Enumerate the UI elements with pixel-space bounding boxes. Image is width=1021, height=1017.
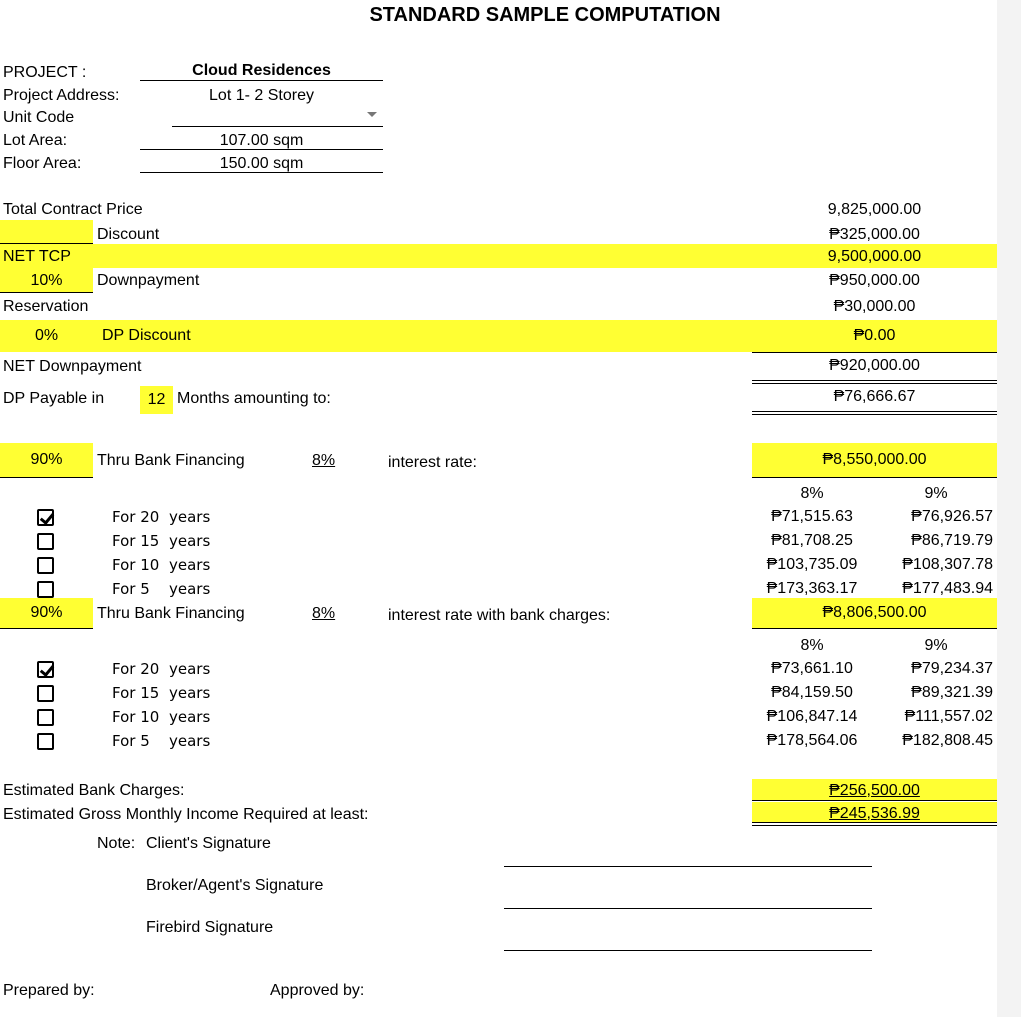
address-value[interactable]: Lot 1- 2 Storey bbox=[209, 87, 314, 104]
dp-percent-input[interactable]: 10% bbox=[0, 268, 93, 292]
bank-charges-underline bbox=[752, 800, 997, 801]
dp-discount-label: DP Discount bbox=[102, 327, 191, 344]
dp-percent-underline bbox=[0, 292, 93, 293]
net-tcp-label: NET TCP bbox=[3, 248, 71, 265]
client-signature-label: Client's Signature bbox=[146, 835, 271, 852]
dp-value: ₱950,000.00 bbox=[829, 272, 920, 289]
term-amount-col2: ₱76,926.57 bbox=[911, 508, 993, 525]
bank2-amount: ₱8,806,500.00 bbox=[752, 598, 997, 628]
term-for: For bbox=[112, 532, 136, 550]
dp-months-input[interactable]: 12 bbox=[140, 386, 173, 414]
bank1-label: Thru Bank Financing bbox=[97, 452, 245, 469]
bank1-col2-header: 9% bbox=[924, 485, 948, 502]
discount-label: Discount bbox=[97, 226, 160, 243]
dp-discount-underline bbox=[752, 352, 997, 353]
unit-code-dropdown[interactable] bbox=[172, 106, 383, 126]
term-amount-col2: ₱86,719.79 bbox=[911, 532, 993, 549]
prepared-by-label: Prepared by: bbox=[3, 982, 95, 999]
floor-area-label: Floor Area: bbox=[3, 155, 82, 172]
lot-area-label: Lot Area: bbox=[3, 132, 68, 149]
chevron-down-icon bbox=[367, 112, 377, 117]
tcp-value: 9,825,000.00 bbox=[827, 201, 922, 218]
term-checkbox[interactable] bbox=[37, 509, 54, 526]
term-for: For bbox=[112, 556, 136, 574]
months-label: Months amounting to: bbox=[177, 390, 331, 407]
dp-payable-label: DP Payable in bbox=[3, 390, 105, 407]
term-amount-col1: ₱71,515.63 bbox=[771, 508, 853, 525]
term-label bbox=[112, 556, 210, 574]
bank1-rate-label: interest rate: bbox=[388, 454, 477, 471]
term-for: For bbox=[112, 580, 136, 598]
floor-area-value[interactable]: 150.00 sqm bbox=[219, 155, 304, 172]
floor-area-underline bbox=[140, 172, 383, 173]
term-unit: years bbox=[169, 732, 211, 750]
term-checkbox[interactable] bbox=[37, 557, 54, 574]
broker-signature-line[interactable] bbox=[504, 908, 872, 909]
monthly-double-underline bbox=[752, 411, 997, 415]
term-checkbox[interactable] bbox=[37, 661, 54, 678]
term-amount-col2: ₱89,321.39 bbox=[911, 684, 993, 701]
bank2-rate-label: interest rate with bank charges: bbox=[388, 607, 611, 624]
term-label bbox=[112, 580, 210, 598]
net-dp-label: NET Downpayment bbox=[3, 358, 142, 375]
bank2-rate[interactable]: 8% bbox=[312, 605, 336, 622]
term-unit: years bbox=[169, 508, 211, 526]
sheet-margin bbox=[997, 0, 1021, 1017]
reservation-label: Reservation bbox=[3, 298, 89, 315]
firebird-signature-label: Firebird Signature bbox=[146, 919, 274, 936]
approved-by-label: Approved by: bbox=[270, 982, 365, 999]
term-amount-col1: ₱84,159.50 bbox=[771, 684, 853, 701]
term-amount-col1: ₱173,363.17 bbox=[766, 580, 858, 597]
term-label bbox=[112, 508, 210, 526]
term-amount-col1: ₱106,847.14 bbox=[766, 708, 858, 725]
term-years-count: 20 bbox=[140, 508, 160, 526]
term-unit: years bbox=[169, 684, 211, 702]
discount-input-cell[interactable] bbox=[0, 220, 93, 243]
term-years-count: 20 bbox=[140, 660, 160, 678]
net-dp-value: ₱920,000.00 bbox=[829, 357, 920, 374]
income-double-underline bbox=[752, 822, 997, 826]
income-label: Estimated Gross Monthly Income Required at least: bbox=[3, 806, 369, 823]
term-label bbox=[112, 684, 210, 702]
bank2-label: Thru Bank Financing bbox=[97, 605, 245, 622]
term-label bbox=[112, 732, 210, 750]
term-amount-col2: ₱79,234.37 bbox=[911, 660, 993, 677]
term-years-count: 10 bbox=[140, 708, 160, 726]
bank1-col1-header: 8% bbox=[800, 485, 824, 502]
term-years-count: 5 bbox=[140, 580, 150, 598]
broker-signature-label: Broker/Agent's Signature bbox=[146, 877, 324, 894]
term-amount-col2: ₱108,307.78 bbox=[902, 556, 993, 573]
term-amount-col2: ₱177,483.94 bbox=[902, 580, 993, 597]
bank2-percent-input[interactable]: 90% bbox=[0, 598, 93, 628]
term-unit: years bbox=[169, 708, 211, 726]
tcp-label: Total Contract Price bbox=[3, 201, 143, 218]
bank2-percent-underline bbox=[0, 628, 93, 629]
dp-discount-percent-input[interactable]: 0% bbox=[34, 327, 59, 344]
term-label bbox=[112, 532, 210, 550]
term-years-count: 15 bbox=[140, 684, 160, 702]
term-amount-col1: ₱81,708.25 bbox=[771, 532, 853, 549]
term-years-count: 15 bbox=[140, 532, 160, 550]
bank-charges-label: Estimated Bank Charges: bbox=[3, 782, 185, 799]
reservation-value: ₱30,000.00 bbox=[833, 298, 916, 315]
term-amount-col2: ₱111,557.02 bbox=[904, 708, 993, 725]
net-dp-double-underline bbox=[752, 380, 997, 384]
firebird-signature-line[interactable] bbox=[504, 950, 872, 951]
term-checkbox[interactable] bbox=[37, 581, 54, 598]
client-signature-line[interactable] bbox=[504, 866, 872, 867]
bank1-amount: ₱8,550,000.00 bbox=[752, 443, 997, 477]
project-label: PROJECT : bbox=[3, 64, 87, 81]
term-for: For bbox=[112, 684, 136, 702]
lot-area-value[interactable]: 107.00 sqm bbox=[219, 132, 304, 149]
bank2-col1-header: 8% bbox=[800, 637, 824, 654]
term-unit: years bbox=[169, 556, 211, 574]
monthly-value: ₱76,666.67 bbox=[833, 388, 916, 405]
income-value: ₱245,536.99 bbox=[752, 802, 997, 823]
dp-label: Downpayment bbox=[97, 272, 200, 289]
lot-area-underline bbox=[140, 149, 383, 150]
term-amount-col1: ₱73,661.10 bbox=[771, 660, 853, 677]
term-amount-col2: ₱182,808.45 bbox=[902, 732, 993, 749]
term-amount-col1: ₱178,564.06 bbox=[766, 732, 858, 749]
term-for: For bbox=[112, 732, 136, 750]
term-unit: years bbox=[169, 532, 211, 550]
term-years-count: 5 bbox=[140, 732, 150, 750]
page-title: STANDARD SAMPLE COMPUTATION bbox=[369, 4, 721, 26]
unit-code-underline bbox=[172, 126, 383, 127]
dp-discount-value: ₱0.00 bbox=[853, 327, 896, 344]
project-underline bbox=[140, 80, 383, 81]
bank1-amount-underline bbox=[752, 477, 997, 478]
term-unit: years bbox=[169, 660, 211, 678]
term-for: For bbox=[112, 708, 136, 726]
project-value[interactable]: Cloud Residences bbox=[192, 62, 331, 79]
term-years-count: 10 bbox=[140, 556, 160, 574]
note-label: Note: bbox=[97, 835, 136, 852]
term-unit: years bbox=[169, 580, 211, 598]
term-label bbox=[112, 660, 210, 678]
bank1-percent-underline bbox=[0, 477, 93, 478]
bank-charges-value: ₱256,500.00 bbox=[752, 779, 997, 800]
discount-value: ₱325,000.00 bbox=[829, 226, 920, 243]
term-checkbox[interactable] bbox=[37, 733, 54, 750]
term-label bbox=[112, 708, 210, 726]
address-label: Project Address: bbox=[3, 87, 120, 104]
unit-code-label: Unit Code bbox=[3, 109, 75, 126]
bank1-rate[interactable]: 8% bbox=[312, 452, 336, 469]
bank2-amount-underline bbox=[752, 628, 997, 629]
bank1-percent-input[interactable]: 90% bbox=[0, 443, 93, 477]
term-for: For bbox=[112, 660, 136, 678]
term-checkbox[interactable] bbox=[37, 685, 54, 702]
term-amount-col1: ₱103,735.09 bbox=[766, 556, 858, 573]
term-checkbox[interactable] bbox=[37, 533, 54, 550]
net-tcp-value: 9,500,000.00 bbox=[827, 248, 922, 265]
term-checkbox[interactable] bbox=[37, 709, 54, 726]
term-for: For bbox=[112, 508, 136, 526]
bank2-col2-header: 9% bbox=[924, 637, 948, 654]
